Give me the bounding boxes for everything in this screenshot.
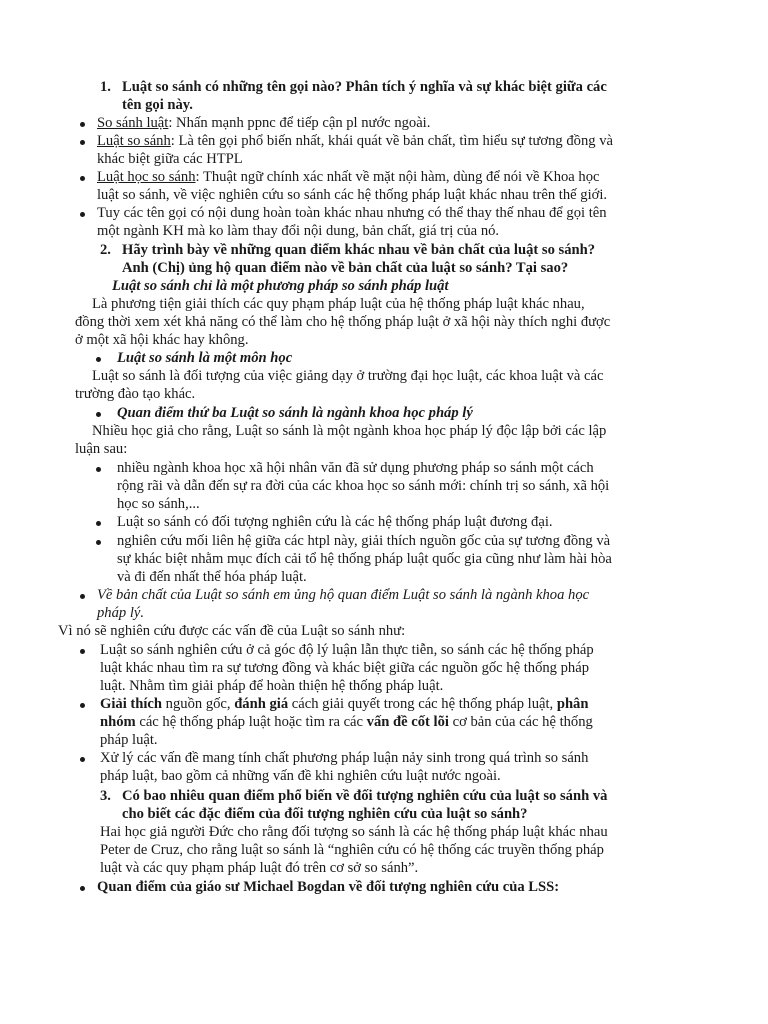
bullet-icon [80, 122, 85, 127]
view2-title: Luật so sánh là một môn học [117, 350, 293, 366]
q1-b1-text: : Nhấn mạnh ppnc để tiếp cận pl nước ngoài. [168, 115, 431, 131]
reason2-text3: các hệ thống pháp luật hoặc tìm ra các [135, 714, 367, 730]
bullet-icon [96, 540, 101, 545]
reason2-bold-nhom: nhóm [100, 714, 136, 730]
bullet-icon [80, 757, 85, 762]
reason2-text2: cách giải quyết trong các hệ thống pháp luật, [288, 696, 557, 712]
q1-b3-line2: luật so sánh, về việc nghiên cứu so sánh các hệ thống pháp luật khác nhau trên thế giới. [97, 187, 608, 203]
q1-b4-line1: Tuy các tên gọi có nội dung hoàn toàn khác nhau nhưng có thể thay thế nhau để gọi tên [97, 205, 607, 221]
bullet-icon [80, 176, 85, 181]
view1-title: Luật so sánh chỉ là một phương pháp so sánh pháp luật [112, 278, 449, 294]
view3-line2: luận sau: [75, 441, 128, 457]
term-luat-hoc-so-sanh: Luật học so sánh [97, 169, 196, 185]
reason2-bold-van-de: vấn đề cốt lõi [366, 714, 449, 730]
reason2-line2 [100, 713, 593, 731]
q1-b4-line2: một ngành KH mà ko làm thay đổi nội dung, bản chất, giá trị của nó. [97, 223, 500, 239]
reason1-line1: Luật so sánh nghiên cứu ở cả góc độ lý luận lẫn thực tiễn, so sánh các hệ thống pháp [100, 642, 594, 658]
view3-sub3-line1: nghiên cứu mối liên hệ giữa các htpl này, giải thích nguồn gốc của sự tương đồng và [117, 533, 611, 549]
view3-sub1-line3: học so sánh,... [117, 496, 200, 512]
reason3-line1: Xử lý các vấn đề mang tính chất phương pháp luận nảy sinh trong quá trình so sánh [100, 750, 589, 766]
q1-b2-line2: khác biệt giữa các HTPL [97, 151, 243, 167]
view2-line2: trường đào tạo khác. [75, 386, 196, 402]
term-luat-so-sanh: Luật so sánh [97, 133, 171, 149]
reason1-line3: luật. Nhằm tìm giải pháp để hoàn thiện hệ thống pháp luật. [100, 678, 444, 694]
view1-line3: ở một xã hội khác hay không. [75, 332, 249, 348]
view3-title: Quan điểm thứ ba Luật so sánh là ngành khoa học pháp lý [117, 405, 473, 421]
term-so-sanh-luat: So sánh luật [97, 115, 169, 131]
q1-heading-line2: tên gọi này. [122, 97, 193, 113]
reason2-bold-danh-gia: đánh giá [234, 696, 289, 712]
view3-sub2: Luật so sánh có đối tượng nghiên cứu là các hệ thống pháp luật đương đại. [117, 514, 553, 530]
q1-number: 1. [100, 79, 111, 95]
q1-bullet-luat-so-sanh [97, 132, 613, 150]
q3-para1: Hai học giả người Đức cho rằng đối tượng so sánh là các hệ thống pháp luật khác nhau [100, 824, 608, 840]
q2-heading-line1: Hãy trình bày về những quan điểm khác nhau về bản chất của luật so sánh? [122, 242, 596, 258]
opinion-line1: Về bản chất của Luật so sánh em ủng hộ quan điểm Luật so sánh là ngành khoa học [97, 587, 590, 603]
bullet-icon [80, 140, 85, 145]
reason1-line2: luật khác nhau tìm ra sự tương đồng và khác biệt giữa các nguồn gốc hệ thống pháp [100, 660, 589, 676]
q1-b3-text: : Thuật ngữ chính xác nhất về mặt nội hàm, dùng để nói về Khoa học [195, 169, 600, 185]
q1-heading-line1: Luật so sánh có những tên gọi nào? Phân tích ý nghĩa và sự khác biệt giữa các [122, 79, 607, 95]
bullet-icon [96, 467, 101, 472]
view3-sub1-line2: rộng rãi và dẫn đến sự ra đời của các khoa học so sánh mới: chính trị so sánh, xã hội [117, 478, 610, 494]
reason2-bold-giai-thich: Giải thích [100, 696, 163, 712]
view3-sub1-line1: nhiều ngành khoa học xã hội nhân văn đã sử dụng phương pháp so sánh một cách [117, 460, 594, 476]
bullet-icon [96, 412, 101, 417]
view3-sub3-line3: và đi đến nhất thể hóa pháp luật. [117, 569, 307, 585]
bullet-icon [80, 649, 85, 654]
bogdan-heading: Quan điểm của giáo sư Michael Bogdan về đối tượng nghiên cứu của LSS: [97, 879, 560, 895]
q3-para2-line2: luật và các quy phạm pháp luật đó trên cơ sở so sánh”. [100, 860, 419, 876]
bullet-icon [96, 357, 101, 362]
view3-sub3-line2: sự khác biệt nhằm mục đích cải tổ hệ thống pháp luật quốc gia cũng như làm hài hòa [117, 551, 612, 567]
view1-line2: đồng thời xem xét khả năng có thể làm cho hệ thống pháp luật ở xã hội này thích nghi được [75, 314, 611, 330]
reason2-text4: cơ bản của các hệ thống [448, 714, 593, 730]
q1-bullet-luat-hoc-so-sanh [97, 168, 600, 186]
reason2-bold-phan: phân [556, 696, 589, 712]
q3-heading-line1: Có bao nhiêu quan điểm phổ biến về đối tượng nghiên cứu của luật so sánh và [122, 788, 608, 804]
bullet-icon [80, 886, 85, 891]
view1-line1: Là phương tiện giải thích các quy phạm pháp luật của hệ thống pháp luật khác nhau, [92, 296, 585, 312]
q1-b2-text: : Là tên gọi phổ biến nhất, khái quát về bản chất, tìm hiểu sự tương đồng và [170, 133, 613, 149]
view2-line1: Luật so sánh là đối tượng của việc giảng dạy ở trường đại học luật, các khoa luật và các [92, 368, 604, 384]
q2-number: 2. [100, 242, 111, 258]
q3-number: 3. [100, 788, 111, 804]
bullet-icon [80, 594, 85, 599]
reason2-text1: nguồn gốc, [162, 696, 235, 712]
q1-bullet-so-sanh-luat [97, 114, 430, 132]
view3-line1: Nhiều học giả cho rằng, Luật so sánh là một ngành khoa học pháp lý độc lập bởi các lập [92, 423, 607, 439]
opinion-line2: pháp lý. [97, 605, 145, 621]
bullet-icon [96, 521, 101, 526]
reason3-line2: pháp luật, bao gồm cả những vấn đề khi nghiên cứu luật nước ngoài. [100, 768, 501, 784]
bullet-icon [80, 703, 85, 708]
reason2-line1 [100, 695, 588, 713]
reason2-line3: pháp luật. [100, 732, 158, 748]
reason-intro: Vì nó sẽ nghiên cứu được các vấn đề của Luật so sánh như: [58, 623, 406, 639]
q3-para2-line1: Peter de Cruz, cho rằng luật so sánh là “nghiên cứu có hệ thống các truyền thống pháp [100, 842, 604, 858]
q3-heading-line2: cho biết các đặc điểm của đối tượng nghiên cứu của luật so sánh? [122, 806, 528, 822]
bullet-icon [80, 212, 85, 217]
q2-heading-line2: Anh (Chị) ủng hộ quan điểm nào về bản chất của luật so sánh? Tại sao? [122, 260, 569, 276]
